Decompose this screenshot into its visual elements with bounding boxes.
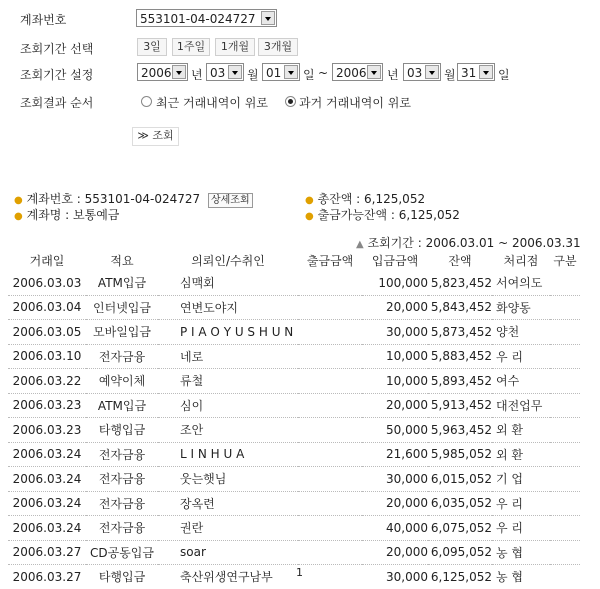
cell-deposit: 50,000: [386, 422, 428, 437]
header-memo: 적요: [110, 253, 134, 268]
cell-withdrawal: [298, 393, 362, 418]
cell-withdrawal: [298, 295, 362, 320]
cell-balance: 6,075,052: [430, 520, 492, 535]
cell-withdrawal: [298, 271, 362, 295]
cell-branch: 농 협: [496, 570, 523, 585]
cell-date: 2006.03.24: [12, 447, 82, 462]
table-row: [8, 295, 580, 320]
transaction-table: [8, 249, 580, 589]
cell-memo: ATM입금: [97, 398, 147, 413]
chevron-down-icon: [172, 65, 186, 79]
cell-date: 2006.03.04: [12, 300, 82, 315]
chevron-down-icon: [228, 65, 242, 79]
header-deposit: 입금금액: [371, 253, 419, 268]
chevron-down-icon: [367, 65, 381, 79]
cell-balance: 5,963,452: [430, 422, 492, 437]
cell-branch: 서여의도: [496, 276, 543, 291]
cell-branch: 우 리: [496, 496, 523, 511]
table-row: [8, 320, 580, 345]
cell-party: L I N H U A: [180, 447, 245, 462]
cell-memo: 모바일입금: [93, 325, 151, 340]
cell-withdrawal: [298, 369, 362, 394]
cell-type: [550, 418, 580, 443]
table-row: [8, 344, 580, 369]
order-oldest-label: 과거 거래내역이 위로: [299, 96, 411, 110]
cell-date: 2006.03.03: [12, 275, 82, 290]
detail-view-button[interactable]: 상세조회: [208, 193, 253, 208]
cell-party: 축산위생연구남부: [180, 570, 273, 585]
range-tilde: ~: [318, 66, 329, 80]
cell-deposit: 10,000: [386, 373, 428, 388]
cell-deposit: 30,000: [386, 324, 428, 339]
cell-memo: 전자금융: [98, 472, 146, 487]
cell-party: 장옥련: [180, 496, 215, 511]
header-balance: 잔액: [448, 253, 472, 268]
cell-memo: 타행입금: [98, 570, 146, 585]
end-day-unit: 일: [498, 68, 510, 82]
cell-balance: 6,035,052: [430, 496, 492, 511]
cell-deposit: 10,000: [386, 349, 428, 364]
end-month-select[interactable]: [403, 63, 441, 81]
cell-party: 네로: [180, 349, 204, 364]
cell-deposit: 30,000: [386, 471, 428, 486]
summary-period-text: 조회기간 : 2006.03.01 ~ 2006.03.31: [367, 236, 581, 250]
cell-memo: 전자금융: [98, 447, 146, 462]
cell-type: [550, 491, 580, 516]
start-month-unit: 월: [247, 68, 259, 82]
cell-party: 류철: [180, 374, 204, 389]
chevron-down-icon: [479, 65, 493, 79]
cell-party: 심이: [180, 398, 204, 413]
cell-branch: 양천: [496, 325, 520, 340]
cell-memo: ATM입금: [97, 276, 147, 291]
order-label: 조회결과 순서: [20, 96, 94, 110]
cell-date: 2006.03.05: [12, 324, 82, 339]
account-select[interactable]: [136, 9, 277, 27]
cell-balance: 6,095,052: [430, 545, 492, 560]
start-year-value: 2006: [141, 66, 172, 80]
start-day-select[interactable]: [262, 63, 300, 81]
header-withdrawal: 출금금액: [306, 253, 354, 268]
cell-withdrawal: [298, 467, 362, 492]
summary-available: [305, 206, 460, 223]
period-1week-button[interactable]: 1주일: [172, 38, 210, 56]
summary-account-name-text: 계좌명 : 보통예금: [26, 208, 120, 222]
bullet-icon: ●: [14, 195, 23, 206]
cell-date: 2006.03.24: [12, 520, 82, 535]
header-party: 의뢰인/수취인: [191, 253, 265, 268]
end-day-value: 31: [461, 66, 477, 80]
table-row: [8, 491, 580, 516]
search-button[interactable]: ≫ 조회: [132, 127, 179, 146]
cell-branch: 우 리: [496, 349, 523, 364]
cell-date: 2006.03.23: [12, 422, 82, 437]
cell-balance: 6,015,052: [430, 471, 492, 486]
end-year-select[interactable]: [332, 63, 383, 81]
cell-memo: 전자금융: [98, 496, 146, 511]
cell-balance: 5,893,452: [430, 373, 492, 388]
table-row: [8, 393, 580, 418]
page-number[interactable]: 1: [296, 566, 303, 579]
cell-memo: 예약이체: [98, 374, 146, 389]
cell-withdrawal: [298, 344, 362, 369]
cell-deposit: 30,000: [386, 569, 428, 584]
cell-balance: 5,823,452: [430, 275, 492, 290]
end-month-unit: 월: [444, 68, 456, 82]
cell-branch: 우 리: [496, 521, 523, 536]
cell-branch: 외 환: [496, 447, 523, 462]
cell-branch: 기 업: [496, 472, 523, 487]
cell-type: [550, 369, 580, 394]
cell-balance: 5,913,452: [430, 398, 492, 413]
cell-party: 심맥회: [180, 276, 215, 291]
account-select-value: 553101-04-024727: [140, 12, 256, 26]
order-oldest-radio[interactable]: [285, 96, 296, 107]
cell-date: 2006.03.27: [12, 569, 82, 584]
cell-memo: 인터넷입금: [93, 300, 151, 315]
table-header-row: [8, 249, 580, 271]
table-row: [8, 418, 580, 443]
bullet-icon: ●: [305, 195, 314, 206]
header-type: 구분: [553, 253, 577, 268]
cell-date: 2006.03.23: [12, 398, 82, 413]
start-month-select[interactable]: [206, 63, 244, 81]
cell-date: 2006.03.27: [12, 545, 82, 560]
account-label: 계좌번호: [20, 13, 67, 27]
order-recent-label: 최근 거래내역이 위로: [156, 96, 268, 110]
start-year-unit: 년: [191, 68, 203, 82]
start-day-unit: 일: [303, 68, 315, 82]
cell-branch: 외 환: [496, 423, 523, 438]
bullet-icon: ●: [14, 211, 23, 222]
summary-account-name: [14, 206, 119, 223]
cell-type: [550, 442, 580, 467]
cell-branch: 여수: [496, 374, 520, 389]
cell-party: P I A O Y U S H U N: [180, 324, 294, 339]
cell-withdrawal: [298, 540, 362, 565]
cell-balance: 5,873,452: [430, 324, 492, 339]
table-row: [8, 565, 580, 589]
cell-party: soar: [180, 545, 206, 560]
period-3months-button[interactable]: 3개월: [258, 38, 298, 56]
cell-date: 2006.03.10: [12, 349, 82, 364]
end-day-select[interactable]: [457, 63, 495, 81]
cell-withdrawal: [298, 491, 362, 516]
cell-party: 권란: [180, 521, 204, 536]
summary-balance: [305, 190, 425, 207]
table-row: [8, 540, 580, 565]
table-row: [8, 271, 580, 295]
table-row: [8, 369, 580, 394]
cell-branch: 농 협: [496, 545, 523, 560]
cell-type: [550, 516, 580, 541]
triangle-icon: ▲: [356, 239, 364, 250]
summary-account-text: 계좌번호 : 553101-04-024727: [26, 192, 201, 206]
cell-memo: 전자금융: [98, 349, 146, 364]
order-recent-radio[interactable]: [141, 96, 152, 107]
start-month-value: 03: [210, 66, 226, 80]
start-year-select[interactable]: [137, 63, 188, 81]
cell-party: 웃는햇님: [180, 472, 227, 487]
summary-available-text: 출금가능잔액 : 6,125,052: [317, 208, 460, 222]
cell-balance: 5,883,452: [430, 349, 492, 364]
cell-type: [550, 540, 580, 565]
cell-deposit: 20,000: [386, 300, 428, 315]
period-select-label: 조회기간 선택: [20, 42, 94, 56]
cell-date: 2006.03.24: [12, 471, 82, 486]
cell-date: 2006.03.22: [12, 373, 82, 388]
cell-withdrawal: [298, 516, 362, 541]
summary-balance-text: 총잔액 : 6,125,052: [317, 192, 426, 206]
end-year-value: 2006: [336, 66, 367, 80]
cell-deposit: 40,000: [386, 520, 428, 535]
period-1month-button[interactable]: 1개월: [215, 38, 255, 56]
chevron-down-icon: [284, 65, 298, 79]
bullet-icon: ●: [305, 211, 314, 222]
cell-deposit: 100,000: [378, 275, 428, 290]
cell-balance: 6,125,052: [430, 569, 492, 584]
cell-withdrawal: [298, 565, 362, 589]
cell-party: 연변도야지: [180, 300, 238, 315]
table-row: [8, 467, 580, 492]
header-date: 거래일: [29, 253, 65, 268]
cell-deposit: 20,000: [386, 398, 428, 413]
cell-type: [550, 344, 580, 369]
cell-type: [550, 320, 580, 345]
cell-branch: 화양동: [496, 300, 531, 315]
period-set-label: 조회기간 설정: [20, 68, 94, 82]
cell-branch: 대전업무: [496, 398, 543, 413]
end-year-unit: 년: [387, 68, 399, 82]
end-month-value: 03: [407, 66, 423, 80]
cell-withdrawal: [298, 442, 362, 467]
cell-type: [550, 565, 580, 589]
cell-type: [550, 271, 580, 295]
cell-memo: CD공동입금: [90, 545, 154, 560]
cell-balance: 5,985,052: [430, 447, 492, 462]
cell-deposit: 20,000: [386, 545, 428, 560]
start-day-value: 01: [266, 66, 282, 80]
cell-deposit: 21,600: [386, 447, 428, 462]
cell-type: [550, 467, 580, 492]
cell-withdrawal: [298, 418, 362, 443]
header-branch: 처리점: [503, 253, 539, 268]
cell-date: 2006.03.24: [12, 496, 82, 511]
chevron-down-icon: [261, 11, 275, 25]
period-3days-button[interactable]: 3일: [137, 38, 167, 56]
cell-memo: 타행입금: [98, 423, 146, 438]
cell-type: [550, 295, 580, 320]
table-row: [8, 442, 580, 467]
table-row: [8, 516, 580, 541]
cell-withdrawal: [298, 320, 362, 345]
chevron-down-icon: [425, 65, 439, 79]
cell-party: 조안: [180, 423, 204, 438]
cell-type: [550, 393, 580, 418]
cell-memo: 전자금융: [98, 521, 146, 536]
cell-deposit: 20,000: [386, 496, 428, 511]
cell-balance: 5,843,452: [430, 300, 492, 315]
